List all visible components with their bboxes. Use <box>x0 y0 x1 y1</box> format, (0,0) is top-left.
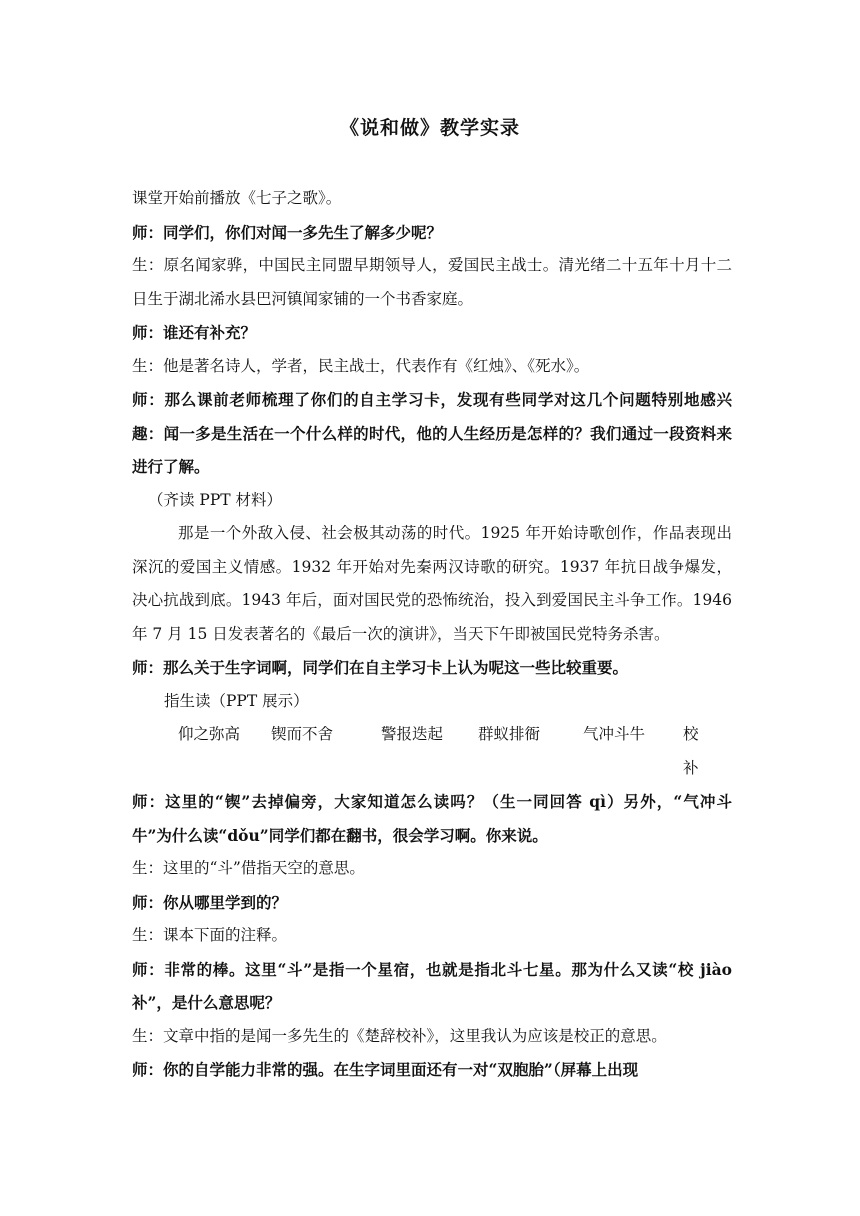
teacher-line: 师：谁还有补充？ <box>132 323 257 342</box>
teacher-line: 师：那么关于生字词啊，同学们在自主学习卡上认为呢这一些比较重要。 <box>132 658 629 677</box>
student-line: 生：原名闻家骅，中国民主同盟早期领导人，爱国民主战士。清光绪二十五年十月十二日生于湖北浠水县巴河镇闻家铺的一个书香家庭。 <box>132 256 732 308</box>
ppt-material: 那是一个外敌入侵、社会极其动荡的时代。1925 年开始诗歌创作，作品表现出深沉的爱国主义情感。1932 年开始对先秦两汉诗歌的研究。1937 年抗日战争爆发，决心抗战到底。1943 年后，面对国民党的恐怖统治，投入到爱国民主斗争工作。1946 年 7 月 15 日发表著名的《最后一次的演讲》，当天下午即被国民党特务杀害。 <box>132 524 732 643</box>
vocab-item: 仰之弥高 <box>178 725 241 743</box>
document-body <box>132 182 732 1087</box>
vocab-item: 锲而不舍 <box>271 725 334 743</box>
student-line: 生：他是著名诗人，学者，民主战士，代表作有《红烛》、《死水》。 <box>132 356 590 375</box>
vocab-item: 群蚁排衙 <box>478 725 541 743</box>
teacher-line: 师：那么课前老师梳理了你们的自主学习卡，发现有些同学对这几个问题特别地感兴趣：闻一多是生活在一个什么样的时代，他的人生经历是怎样的？我们通过一段资料来进行了解。 <box>132 390 732 476</box>
teacher-line: 师：同学们，你们对闻一多先生了解多少呢？ <box>132 222 443 242</box>
student-line: 生：这里的“斗”借指天空的意思。 <box>132 859 365 877</box>
stage-direction: 指生读（PPT 展示） <box>164 691 309 710</box>
student-line: 生：课本下面的注释。 <box>132 926 288 944</box>
vocab-item: 警报迭起 <box>381 725 444 743</box>
vocab-item: 气冲斗牛 <box>583 725 646 743</box>
vocab-item: 校 补 <box>683 725 715 777</box>
teacher-line: 师：你的自学能力非常的强。在生字词里面还有一对“双胞胎”（屏幕上出现 <box>132 1060 639 1079</box>
vocab-list <box>132 718 732 785</box>
paragraph-intro: 课堂开始前播放《七子之歌》。 <box>132 189 342 207</box>
teacher-line: 师：这里的“锲”去掉偏旁，大家知道怎么读吗？（生一同回答 qì）另外，“气冲斗牛”为什么读“dǒu”同学们都在翻书，很会学习啊。你来说。 <box>132 792 732 845</box>
student-line: 生：文章中指的是闻一多先生的《楚辞校补》，这里我认为应该是校正的意思。 <box>132 1026 667 1045</box>
document-title: 《说和做》教学实录 <box>339 117 520 139</box>
teacher-line: 师：非常的棒。这里“斗”是指一个星宿，也就是指北斗七星。那为什么又读“校 jiào 补”，是什么意思呢？ <box>132 959 732 1012</box>
teacher-line: 师：你从哪里学到的？ <box>132 892 288 912</box>
stage-direction: （齐读 PPT 材料） <box>148 490 283 509</box>
